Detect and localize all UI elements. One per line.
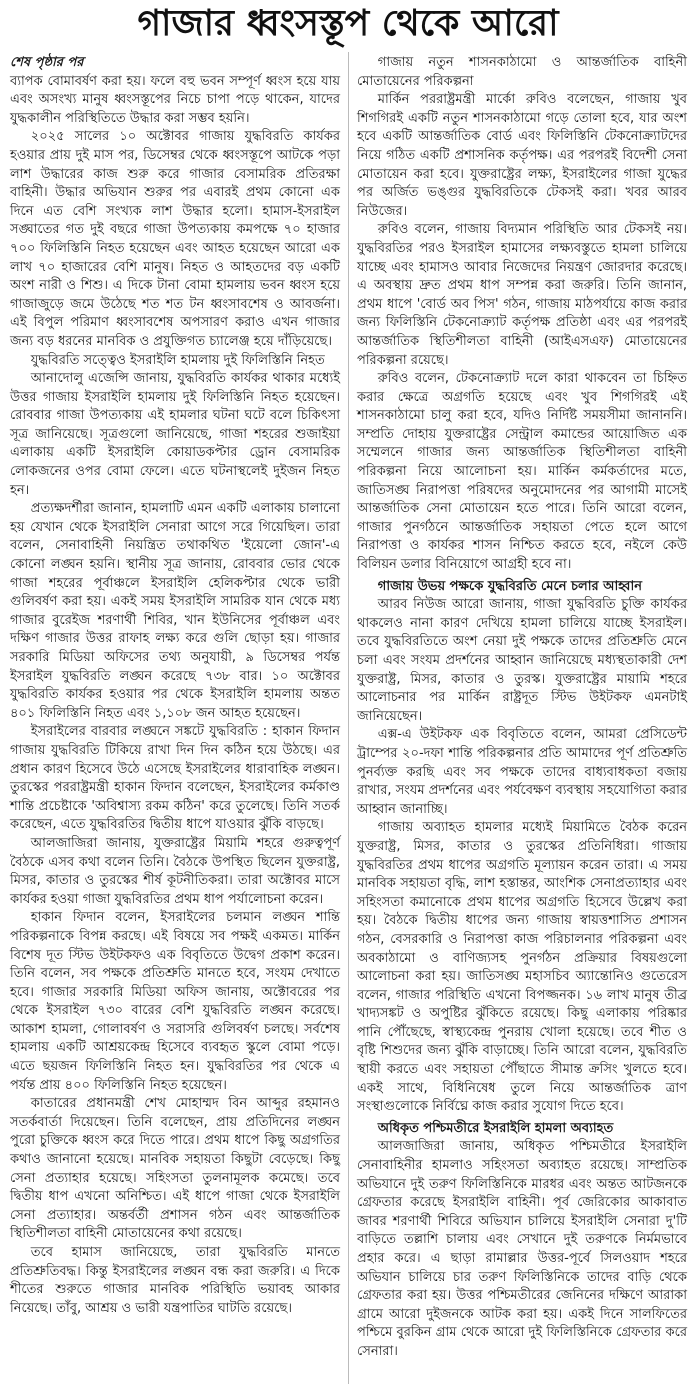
section-subheading: গাজায় উভয় পক্ষকে যুদ্ধবিরতি মেনে চলার আহ্বান: [377, 578, 642, 594]
article-column-left: [10, 54, 340, 1318]
article-paragraph: ইসরাইলের বারবার লঙ্ঘনে সঙ্কটে যুদ্ধবিরতি : হাকান ফিদান গাজায় যুদ্ধবিরতি টিকিয়ে রাখা দিন দিন কঠিন হয়ে উঠছে। এর প্রধান কারণ হিসেবে উঠে এসেছে ইসরাইলের ধারাবাহিক লঙ্ঘন। তুরস্কের পররাষ্ট্রমন্ত্রী হাকান ফিদান বলেছেন, ইসরাইলের কর্মকাণ্ড শান্তি প্রচেষ্টাকে 'অবিশ্বাস্য রকম কঠিন' করে তুলেছে। তিনি সতর্ক করেছেন, এতে যুদ্ধবিরতির দ্বিতীয় ধাপে যাওয়ার ঝুঁকি বাড়ছে।: [10, 724, 340, 833]
article-paragraph: এক্স-এ উইটকফ এক বিবৃতিতে বলেন, আমরা প্রেসিডেন্ট ট্রাম্পের ২০-দফা শান্তি পরিকল্পনার প্রতি আমাদের পূর্ণ প্রতিশ্রুতি পুনর্ব্যক্ত করছি এবং সব পক্ষকে তাদের বাধ্যবাধকতা বজায় রাখার, সংযম প্রদর্শনের এবং পর্যবেক্ষণ ব্যবস্থায় সহযোগিতা করার আহ্বান জানাচ্ছি।: [357, 727, 687, 817]
article-paragraph: হাকান ফিদান বলেন, ইসরাইলের চলমান লঙ্ঘন শান্তি পরিকল্পনাকে বিপন্ন করছে। এই বিষয়ে সব পক্ষই একমত। মার্কিন বিশেষ দূত স্টিভ উইটকফও এক বিবৃতিতে উদ্বেগ প্রকাশ করেন। তিনি বলেন, সব পক্ষকে প্রতিশ্রুতি মানতে হবে, সংযম দেখাতে হবে। গাজার সরকারি মিডিয়া অফিস জানায়, অক্টোবরের পর থেকে ইসরাইল ৭৩০ বারের বেশি যুদ্ধবিরতি লঙ্ঘন করেছে। আকাশ হামলা, গোলাবর্ষণ ও সরাসরি গুলিবর্ষণ চলছে। সর্বশেষ হামলায় একটি আশ্রয়কেন্দ্র হিসেবে ব্যবহৃত স্কুলে বোমা পড়ে। এতে ছয়জন ফিলিস্তিনি নিহত হন। যুদ্ধবিরতির পর থেকে এ পর্যন্ত প্রায় ৪০০ ফিলিস্তিনি নিহত হয়েছেন।: [10, 910, 340, 1093]
column-divider: [348, 52, 349, 1384]
article-headline: গাজার ধ্বংসস্তূপ থেকে আরো: [137, 3, 559, 44]
article-paragraph: আলজাজিরা জানায়, অধিকৃত পশ্চিমতীরে ইসরাইলি সেনাবাহিনীর হামলাও সহিংসতা অব্যাহত রয়েছে। সাম্প্রতিক অভিযানে দুই তরুণ ফিলিস্তিনিকে মারধর এবং অন্তত আটজনকে গ্রেফতার করেছে ইসরাইলি বাহিনী। পূর্ব জেরিকোর আকাবাত জাবর শরণার্থী শিবিরে অভিযান চালিয়ে ইসরাইলি সেনারা দু'টি বাড়িতে তল্লাশি চালায় এবং সেখানে দুই তরুণকে নির্মমভাবে প্রহার করে। এ ছাড়া রামাল্লার উত্তর-পূর্বে সিলওয়াদ শহরে অভিযান চালিয়ে চার তরুণ ফিলিস্তিনিকে তাদের বাড়ি থেকে গ্রেফতার করা হয়। উত্তর পশ্চিমতীরের জেনিনের দক্ষিণে আরাকা গ্রামে আরো দুইজনকে আটক করা হয়। একই দিনে সালফিতের পশ্চিমে বুরকিন গ্রাম থেকে আরো দুই ফিলিস্তিনিকে গ্রেফতার করে সেনারা।: [357, 1139, 687, 1359]
article-paragraph: মার্কিন পররাষ্ট্রমন্ত্রী মার্কো রুবিও বলেছেন, গাজায় খুব শিগগিরই একটি নতুন শাসনকাঠামো গড়ে তোলা হবে, যার অংশ হবে একটি আন্তর্জাতিক বোর্ড এবং ফিলিস্তিনি টেকনোক্র্যাটদের নিয়ে গঠিত একটি প্রশাসনিক কর্তৃপক্ষ। এর পরপরই বিদেশী সেনা মোতায়েন করা হবে। যুক্তরাষ্ট্রের লক্ষ্য, ইসরাইলের গাজা যুদ্ধের পর অর্জিত ভঙ্গুর যুদ্ধবিরতিকে টেকসই করা। খবর আরব নিউজের।: [357, 92, 687, 219]
section-subheading: যুদ্ধবিরতি সত্ত্বেও ইসরাইলি হামলায় দুই ফিলিস্তিনি নিহত: [30, 352, 325, 368]
article-column-right: [357, 54, 687, 1362]
section-subheading: অধিকৃত পশ্চিমতীরে ইসরাইলি হামলা অব্যাহত: [377, 1120, 614, 1136]
continuation-label: শেষ পৃষ্ঠার পর: [10, 55, 84, 70]
article-paragraph: গাজায় অব্যাহত হামলার মধ্যেই মিয়ামিতে বৈঠক করেন যুক্তরাষ্ট্র, মিসর, কাতার ও তুরস্কের প্রতিনিধিরা। গাজায় যুদ্ধবিরতির প্রথম ধাপের অগ্রগতি মূল্যায়ন করেন তারা। এ সময় মানবিক সহায়তা বৃদ্ধি, লাশ হস্তান্তর, আংশিক সেনাপ্রত্যাহার এবং সহিংসতা কমানোকে প্রথম ধাপের অগ্রগতি হিসেবে উল্লেখ করা হয়। বৈঠকে দ্বিতীয় ধাপের জন্য গাজায় স্বায়ত্তশাসিত প্রশাসন গঠন, বেসরকারি ও নিরাপত্তা কাজ পরিচালনার পরিকল্পনা এবং অবকাঠামো ও বাণিজ্যসহ পুনর্গঠন প্রক্রিয়ার বিষয়গুলো আলোচনা করা হয়। জাতিসঙ্ঘ মহাসচিব অ্যান্তোনিও গুতেরেস বলেন, গাজার পরিস্থিতি এখনো বিপজ্জনক। ১৬ লাখ মানুষ তীব্র খাদ্যসঙ্কট ও অপুষ্টির ঝুঁকিতে রয়েছে। কিছু এলাকায় পরিষ্কার পানি পৌঁছেছে, স্বাস্থ্যকেন্দ্র পুনরায় খোলা হয়েছে। তবে শীত ও বৃষ্টি শিশুদের জন্য ঝুঁকি বাড়াচ্ছে। তিনি আরো বলেন, যুদ্ধবিরতি স্থায়ী করতে এবং সহায়তা পৌঁছাতে সীমান্ত ক্রসিং খুলতে হবে। একই সাথে, বিধিনিষেধ তুলে নিয়ে আন্তর্জাতিক ত্রাণ সংস্থাগুলোকে নির্বিঘ্নে কাজ করার সুযোগ দিতে হবে।: [357, 820, 687, 1115]
article-paragraph: রুবিও বলেন, গাজায় বিদ্যমান পরিস্থিতি আর টেকসই নয়। যুদ্ধবিরতির পরও ইসরাইল হামাসের লক্ষ্যবস্তুতে হামলা চালিয়ে যাচ্ছে এবং হামাসও আবার নিজেদের নিয়ন্ত্রণ জোরদার করেছে। এ অবস্থায় দ্রুত প্রথম ধাপ সম্পন্ন করা জরুরি। তিনি জানান, প্রথম ধাপে 'বোর্ড অব পিস' গঠন, গাজায় মাঠপর্যায়ে কাজ করার জন্য ফিলিস্তিনি টেকনোক্র্যাট কর্তৃপক্ষ প্রতিষ্ঠা এবং এর পরপরই আন্তর্জাতিক স্থিতিশীলতা বাহিনী (আইএসএফ) মোতায়েনের পরিকল্পনা রয়েছে।: [357, 222, 687, 368]
article-paragraph: রুবিও বলেন, টেকনোক্র্যাট দলে কারা থাকবেন তা চিহ্নিত করার ক্ষেত্রে অগ্রগতি হয়েছে এবং খুব শিগগিরই এই শাসনকাঠামো চালু করা হবে, যদিও নির্দিষ্ট সময়সীমা জানাননি। সম্প্রতি দোহায় যুক্তরাষ্ট্রের সেন্ট্রাল কমান্ডের আয়োজিত এক সম্মেলনে গাজার জন্য আন্তর্জাতিক স্থিতিশীলতা বাহিনী পরিকল্পনা নিয়ে আলোচনা হয়। মার্কিন কর্মকর্তাদের মতে, জাতিসঙ্ঘ নিরাপত্তা পরিষদের অনুমোদনের পর আগামী মাসেই আন্তর্জাতিক সেনা মোতায়েন হতে পারে। তিনি আরো বলেন, গাজার পুনর্গঠনে আন্তর্জাতিক সহায়তা পেতে হলে আগে নিরাপত্তা ও কার্যকর শাসন নিশ্চিত করতে হবে, নইলে কেউ বিলিয়ন ডলার বিনিয়োগে আগ্রহী হবে না।: [357, 371, 687, 573]
article-paragraph: ২০২৫ সালের ১০ অক্টোবর গাজায় যুদ্ধবিরতি কার্যকর হওয়ার প্রায় দুই মাস পর, ডিসেম্বর থেকে ধ্বংসস্তূপে আটকে পড়া লাশ উদ্ধারের কাজ শুরু করে গাজার বেসামরিক প্রতিরক্ষা বাহিনী। উদ্ধার অভিযান শুরুর পর এবারই প্রথম কোনো এক দিনে এত বেশি সংখ্যক লাশ উদ্ধার হলো। হামাস-ইসরাইল সঙ্ঘাতের গত দুই বছরে গাজা উপত্যকায় কমপক্ষে ৭০ হাজার ৭০০ ফিলিস্তিনি নিহত হয়েছেন এবং আহত হয়েছেন আরো এক লাখ ৭০ হাজারের বেশি মানুষ। নিহত ও আহতদের বড় একটি অংশ নারী ও শিশু। এ দিকে টানা বোমা হামলায় ভবন ধ্বংস হয়ে গাজাজুড়ে জমে উঠেছে শত শত টন ধ্বংসাবশেষ ও আবর্জনা। এই বিপুল পরিমাণ ধ্বংসাবশেষ অপসারণ করাও এখন গাজার জন্য বড় ধরনের মানবিক ও প্রযুক্তিগত চ্যালেঞ্জ হয়ে দাঁড়িয়েছে।: [10, 129, 340, 349]
article-paragraph: আরব নিউজ আরো জানায়, গাজা যুদ্ধবিরতি চুক্তি কার্যকর থাকলেও নানা কারণ দেখিয়ে হামলা চালিয়ে যাচ্ছে ইসরাইল। তবে যুদ্ধবিরতিতে অংশ নেয়া দুই পক্ষকে তাদের প্রতিশ্রুতি মেনে চলা এবং সংযম প্রদর্শনের আহ্বান জানিয়েছে মধ্যস্থতাকারী দেশ যুক্তরাষ্ট্র, মিসর, কাতার ও তুরস্ক। যুক্তরাষ্ট্রের মায়ামি শহরে আলোচনার পর মার্কিন রাষ্ট্রদূত স্টিভ উইটকফ এমনটাই জানিয়েছেন।: [357, 597, 687, 724]
article-paragraph: ব্যাপক বোমাবর্ষণ করা হয়। ফলে বহু ভবন সম্পূর্ণ ধ্বংস হয়ে যায় এবং অসংখ্য মানুষ ধ্বংসস্তূপের নিচে চাপা পড়ে থাকেন, যাদের যুদ্ধকালীন পরিস্থিতিতে উদ্ধার করা সম্ভব হয়নি।: [10, 73, 340, 126]
article-paragraph: প্রত্যক্ষদর্শীরা জানান, হামলাটি এমন একটি এলাকায় চালানো হয় যেখান থেকে ইসরাইলি সেনারা আগে সরে গিয়েছিল। তারা বলেন, সেনাবাহিনী নিয়ন্ত্রিত তথাকথিত 'ইয়েলো জোন'-এ কোনো লঙ্ঘন হয়নি। স্থানীয় সূত্র জানায়, রোববার ভোর থেকে গাজা শহরের পূর্বাঞ্চলে ইসরাইলি হেলিকপ্টার থেকে ভারী গুলিবর্ষণ করা হয়। একই সময় ইসরাইলি সামরিক যান থেকে মধ্য গাজার বুরেইজ শরণার্থী শিবির, খান ইউনিসের পূর্বাঞ্চল এবং দক্ষিণ গাজার উত্তর রাফাহ লক্ষ্য করে গুলি ছোড়া হয়। গাজার সরকারি মিডিয়া অফিসের তথ্য অনুযায়ী, ৯ ডিসেম্বর পর্যন্ত ইসরাইল যুদ্ধবিরতি লঙ্ঘন করেছে ৭৩৮ বার। ১০ অক্টোবর যুদ্ধবিরতি কার্যকর হওয়ার পর থেকে ইসরাইলি হামলায় অন্তত ৪০১ ফিলিস্তিনি নিহত এবং ১,১০৮ জন আহত হয়েছেন।: [10, 501, 340, 721]
article-paragraph: তবে হামাস জানিয়েছে, তারা যুদ্ধবিরতি মানতে প্রতিশ্রুতিবদ্ধ। কিন্তু ইসরাইলের লঙ্ঘন বন্ধ করা জরুরি। এ দিকে শীতের শুরুতে গাজার মানবিক পরিস্থিতি ভয়াবহ আকার নিয়েছে। তাঁবু, আশ্রয় ও ভারী যন্ত্রপাতির ঘাটতি রয়েছে।: [10, 1245, 340, 1316]
article-paragraph: আলজাজিরা জানায়, যুক্তরাষ্ট্রের মিয়ামি শহরে গুরুত্বপূর্ণ বৈঠকে এসব কথা বলেন তিনি। বৈঠকে উপস্থিত ছিলেন যুক্তরাষ্ট্র, মিসর, কাতার ও তুরস্কের শীর্ষ কূটনীতিকরা। তারা অক্টোবর মাসে কার্যকর হওয়া গাজা যুদ্ধবিরতির প্রথম ধাপ পর্যালোচনা করেন।: [10, 835, 340, 907]
article-paragraph: কাতারের প্রধানমন্ত্রী শেখ মোহাম্মদ বিন আব্দুর রহমানও সতর্কবার্তা দিয়েছেন। তিনি বলেছেন, প্রায় প্রতিদিনের লঙ্ঘন পুরো চুক্তিকে ধ্বংস করে দিতে পারে। প্রথম ধাপে কিছু অগ্রগতির কথাও জানানো হয়েছে। মানবিক সহায়তা কিছুটা বেড়েছে। কিছু সেনা প্রত্যাহার হয়েছে। সহিংসতা তুলনামূলক কমেছে। তবে দ্বিতীয় ধাপ এখনো অনিশ্চিত। এই ধাপে গাজা থেকে ইসরাইলি সেনা প্রত্যাহার। অন্তর্বর্তী প্রশাসন গঠন এবং আন্তর্জাতিক স্থিতিশীলতা বাহিনী মোতায়েনের কথা রয়েছে।: [10, 1096, 340, 1242]
section-subheading: গাজায় নতুন শাসনকাঠামো ও আন্তর্জাতিক বাহিনী মোতায়েনের পরিকল্পনা: [357, 55, 687, 89]
article-paragraph: আনাদোলু এজেন্সি জানায়, যুদ্ধবিরতি কার্যকর থাকার মধ্যেই উত্তর গাজায় ইসরাইলি হামলায় দুই ফিলিস্তিনি নিহত হয়েছেন। রোববার গাজা উপত্যকায় এই হামলার ঘটনা ঘটে বলে চিকিৎসা সূত্র জানিয়েছে। সূত্রগুলো জানিয়েছে, গাজা শহরের শুজাইয়া এলাকায় একটি ইসরাইলি কোয়াডকপ্টার ড্রোন বেসামরিক লোকজনের ওপর বোমা ফেলে। এতে ঘটনাস্থলেই দুইজন নিহত হন।: [10, 371, 340, 498]
